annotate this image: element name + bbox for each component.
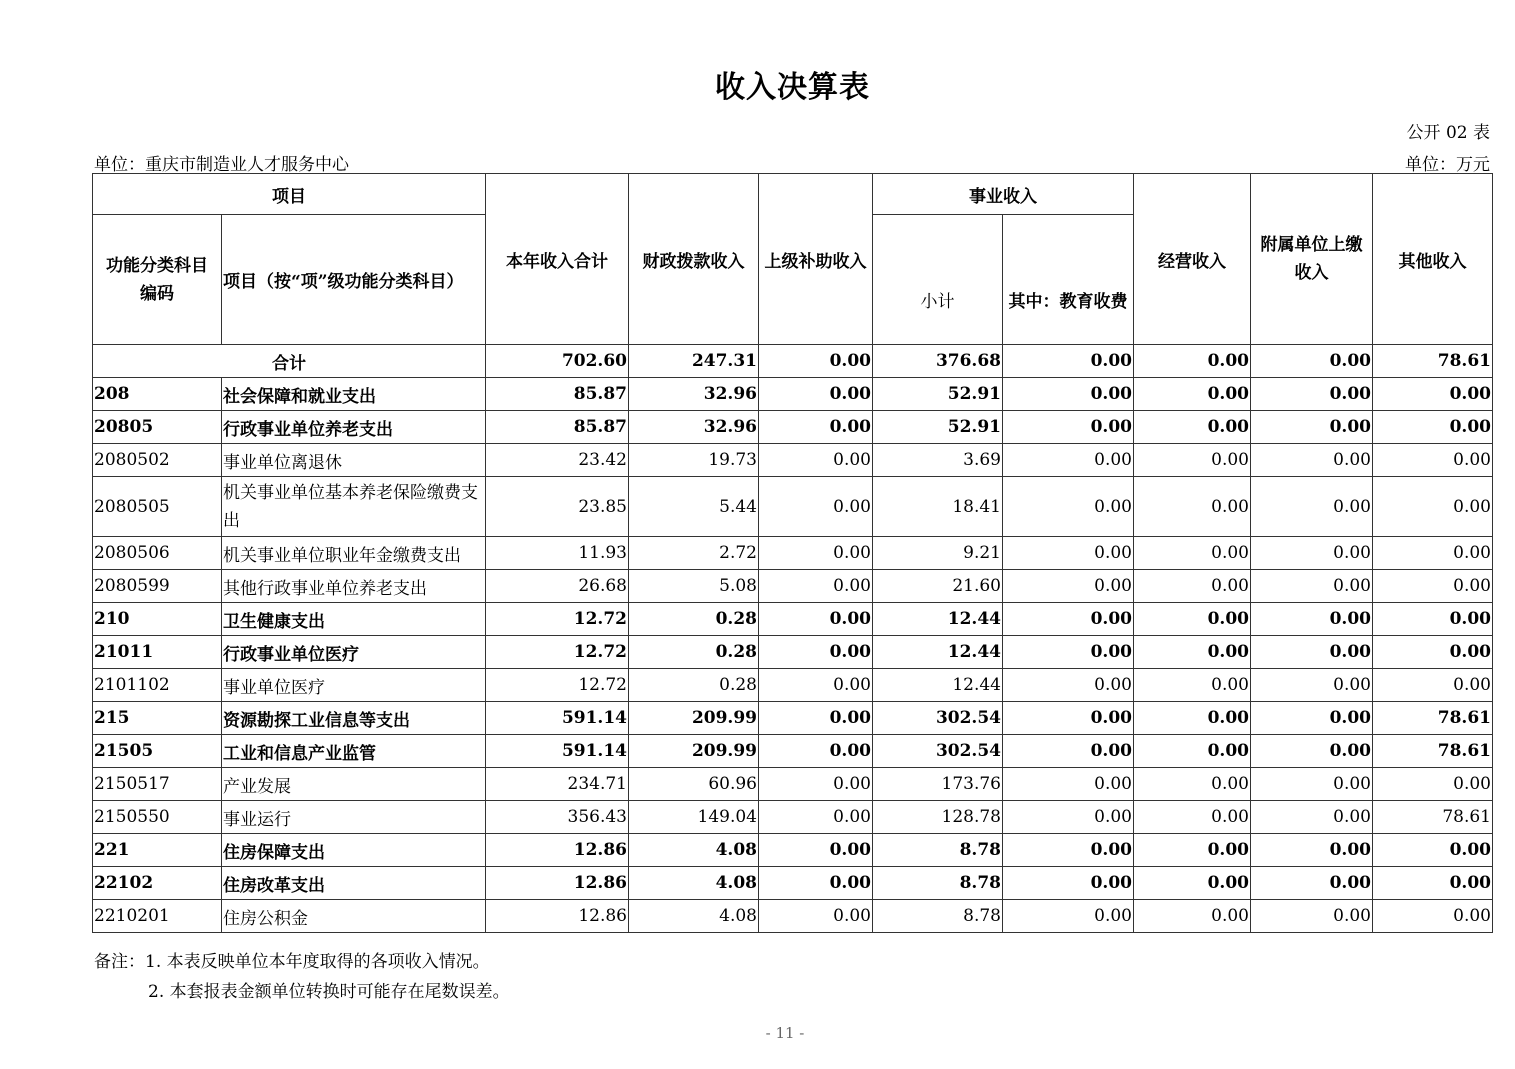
row-other: 78.61 bbox=[1373, 801, 1493, 834]
row-other: 0.00 bbox=[1373, 900, 1493, 933]
row-subtotal: 12.44 bbox=[873, 669, 1003, 702]
row-total: 85.87 bbox=[486, 411, 629, 444]
row-business: 0.00 bbox=[1134, 801, 1251, 834]
row-total: 12.72 bbox=[486, 636, 629, 669]
row-code: 210 bbox=[93, 603, 222, 636]
row-superior: 0.00 bbox=[759, 636, 873, 669]
row-education: 0.00 bbox=[1003, 444, 1134, 477]
header-name: 项目（按“项”级功能分类科目） bbox=[222, 215, 486, 345]
row-affiliated: 0.00 bbox=[1251, 801, 1373, 834]
row-education: 0.00 bbox=[1003, 570, 1134, 603]
row-fiscal: 5.44 bbox=[629, 477, 759, 537]
row-affiliated: 0.00 bbox=[1251, 570, 1373, 603]
row-business: 0.00 bbox=[1134, 537, 1251, 570]
row-education: 0.00 bbox=[1003, 900, 1134, 933]
row-superior: 0.00 bbox=[759, 603, 873, 636]
row-subtotal: 52.91 bbox=[873, 378, 1003, 411]
row-other: 0.00 bbox=[1373, 768, 1493, 801]
table-row bbox=[93, 411, 1493, 444]
row-name: 行政事业单位养老支出 bbox=[222, 411, 486, 444]
table-row bbox=[93, 444, 1493, 477]
row-total: 12.86 bbox=[486, 867, 629, 900]
note-1: 备注：1. 本表反映单位本年度取得的各项收入情况。 bbox=[94, 952, 490, 972]
row-affiliated: 0.00 bbox=[1251, 411, 1373, 444]
table-row bbox=[93, 768, 1493, 801]
row-code: 2150517 bbox=[93, 768, 222, 801]
row-other: 0.00 bbox=[1373, 636, 1493, 669]
total-other: 78.61 bbox=[1373, 345, 1493, 378]
row-name: 机关事业单位职业年金缴费支出 bbox=[222, 537, 486, 570]
row-affiliated: 0.00 bbox=[1251, 477, 1373, 537]
row-name: 卫生健康支出 bbox=[222, 603, 486, 636]
table-row bbox=[93, 636, 1493, 669]
header-business: 经营收入 bbox=[1134, 174, 1251, 345]
row-code: 2101102 bbox=[93, 669, 222, 702]
row-affiliated: 0.00 bbox=[1251, 735, 1373, 768]
row-other: 0.00 bbox=[1373, 444, 1493, 477]
page-number: - 11 - bbox=[765, 1024, 805, 1042]
row-total: 23.42 bbox=[486, 444, 629, 477]
row-subtotal: 9.21 bbox=[873, 537, 1003, 570]
row-code: 2080505 bbox=[93, 477, 222, 537]
row-education: 0.00 bbox=[1003, 735, 1134, 768]
row-subtotal: 128.78 bbox=[873, 801, 1003, 834]
row-other: 0.00 bbox=[1373, 411, 1493, 444]
row-affiliated: 0.00 bbox=[1251, 444, 1373, 477]
row-name: 机关事业单位基本养老保险缴费支出 bbox=[222, 477, 486, 537]
row-name: 社会保障和就业支出 bbox=[222, 378, 486, 411]
row-superior: 0.00 bbox=[759, 570, 873, 603]
row-superior: 0.00 bbox=[759, 834, 873, 867]
row-total: 85.87 bbox=[486, 378, 629, 411]
row-subtotal: 21.60 bbox=[873, 570, 1003, 603]
row-total: 234.71 bbox=[486, 768, 629, 801]
row-name: 其他行政事业单位养老支出 bbox=[222, 570, 486, 603]
header-other: 其他收入 bbox=[1373, 174, 1493, 345]
row-business: 0.00 bbox=[1134, 669, 1251, 702]
row-business: 0.00 bbox=[1134, 867, 1251, 900]
row-education: 0.00 bbox=[1003, 834, 1134, 867]
row-total: 12.86 bbox=[486, 834, 629, 867]
row-other: 0.00 bbox=[1373, 834, 1493, 867]
row-business: 0.00 bbox=[1134, 378, 1251, 411]
total-row bbox=[93, 345, 1493, 378]
row-education: 0.00 bbox=[1003, 669, 1134, 702]
row-name: 事业单位医疗 bbox=[222, 669, 486, 702]
row-education: 0.00 bbox=[1003, 702, 1134, 735]
row-superior: 0.00 bbox=[759, 900, 873, 933]
row-code: 20805 bbox=[93, 411, 222, 444]
row-superior: 0.00 bbox=[759, 768, 873, 801]
row-code: 2080502 bbox=[93, 444, 222, 477]
row-name: 事业单位离退休 bbox=[222, 444, 486, 477]
row-total: 12.72 bbox=[486, 603, 629, 636]
row-fiscal: 19.73 bbox=[629, 444, 759, 477]
header-total: 本年收入合计 bbox=[486, 174, 629, 345]
row-total: 591.14 bbox=[486, 702, 629, 735]
row-business: 0.00 bbox=[1134, 735, 1251, 768]
row-business: 0.00 bbox=[1134, 900, 1251, 933]
total-total: 702.60 bbox=[486, 345, 629, 378]
header-fiscal: 财政拨款收入 bbox=[629, 174, 759, 345]
currency-unit: 单位：万元 bbox=[1405, 155, 1490, 175]
row-name: 行政事业单位医疗 bbox=[222, 636, 486, 669]
row-education: 0.00 bbox=[1003, 603, 1134, 636]
header-career: 事业收入 bbox=[873, 174, 1134, 215]
row-education: 0.00 bbox=[1003, 477, 1134, 537]
row-subtotal: 12.44 bbox=[873, 603, 1003, 636]
row-superior: 0.00 bbox=[759, 801, 873, 834]
table-row bbox=[93, 570, 1493, 603]
total-business: 0.00 bbox=[1134, 345, 1251, 378]
header-education: 其中：教育收费 bbox=[1003, 215, 1134, 345]
row-subtotal: 302.54 bbox=[873, 735, 1003, 768]
row-fiscal: 32.96 bbox=[629, 411, 759, 444]
table-row bbox=[93, 702, 1493, 735]
row-superior: 0.00 bbox=[759, 477, 873, 537]
row-affiliated: 0.00 bbox=[1251, 603, 1373, 636]
header-row-1 bbox=[93, 174, 1493, 215]
row-business: 0.00 bbox=[1134, 411, 1251, 444]
table-row bbox=[93, 477, 1493, 537]
row-education: 0.00 bbox=[1003, 378, 1134, 411]
total-subtotal: 376.68 bbox=[873, 345, 1003, 378]
row-subtotal: 18.41 bbox=[873, 477, 1003, 537]
row-affiliated: 0.00 bbox=[1251, 834, 1373, 867]
row-name: 资源勘探工业信息等支出 bbox=[222, 702, 486, 735]
row-total: 12.86 bbox=[486, 900, 629, 933]
row-fiscal: 149.04 bbox=[629, 801, 759, 834]
row-fiscal: 0.28 bbox=[629, 636, 759, 669]
header-affiliated: 附属单位上缴收入 bbox=[1251, 174, 1373, 345]
row-education: 0.00 bbox=[1003, 411, 1134, 444]
row-other: 0.00 bbox=[1373, 570, 1493, 603]
income-table bbox=[92, 173, 1493, 933]
row-subtotal: 12.44 bbox=[873, 636, 1003, 669]
total-affiliated: 0.00 bbox=[1251, 345, 1373, 378]
reporting-unit: 单位：重庆市制造业人才服务中心 bbox=[94, 155, 349, 175]
row-business: 0.00 bbox=[1134, 570, 1251, 603]
total-education: 0.00 bbox=[1003, 345, 1134, 378]
row-superior: 0.00 bbox=[759, 735, 873, 768]
row-affiliated: 0.00 bbox=[1251, 537, 1373, 570]
row-code: 2150550 bbox=[93, 801, 222, 834]
row-business: 0.00 bbox=[1134, 444, 1251, 477]
row-name: 住房公积金 bbox=[222, 900, 486, 933]
form-number: 公开 02 表 bbox=[1406, 123, 1490, 143]
row-fiscal: 209.99 bbox=[629, 702, 759, 735]
row-business: 0.00 bbox=[1134, 834, 1251, 867]
row-superior: 0.00 bbox=[759, 411, 873, 444]
row-superior: 0.00 bbox=[759, 537, 873, 570]
row-affiliated: 0.00 bbox=[1251, 768, 1373, 801]
row-business: 0.00 bbox=[1134, 603, 1251, 636]
row-affiliated: 0.00 bbox=[1251, 669, 1373, 702]
row-superior: 0.00 bbox=[759, 669, 873, 702]
total-fiscal: 247.31 bbox=[629, 345, 759, 378]
row-superior: 0.00 bbox=[759, 867, 873, 900]
note-2: 2. 本套报表金额单位转换时可能存在尾数误差。 bbox=[148, 982, 510, 1002]
row-fiscal: 60.96 bbox=[629, 768, 759, 801]
row-total: 356.43 bbox=[486, 801, 629, 834]
table-row bbox=[93, 834, 1493, 867]
row-fiscal: 4.08 bbox=[629, 834, 759, 867]
row-superior: 0.00 bbox=[759, 378, 873, 411]
row-other: 0.00 bbox=[1373, 867, 1493, 900]
row-total: 11.93 bbox=[486, 537, 629, 570]
row-subtotal: 3.69 bbox=[873, 444, 1003, 477]
header-code: 功能分类科目编码 bbox=[93, 215, 222, 345]
row-other: 78.61 bbox=[1373, 735, 1493, 768]
row-code: 22102 bbox=[93, 867, 222, 900]
row-code: 221 bbox=[93, 834, 222, 867]
header-project: 项目 bbox=[93, 174, 486, 215]
row-code: 208 bbox=[93, 378, 222, 411]
table-row bbox=[93, 801, 1493, 834]
row-fiscal: 2.72 bbox=[629, 537, 759, 570]
row-fiscal: 4.08 bbox=[629, 867, 759, 900]
row-code: 21011 bbox=[93, 636, 222, 669]
row-name: 住房改革支出 bbox=[222, 867, 486, 900]
row-total: 23.85 bbox=[486, 477, 629, 537]
total-superior: 0.00 bbox=[759, 345, 873, 378]
row-fiscal: 0.28 bbox=[629, 603, 759, 636]
row-other: 0.00 bbox=[1373, 537, 1493, 570]
table-row bbox=[93, 669, 1493, 702]
table-row bbox=[93, 603, 1493, 636]
row-business: 0.00 bbox=[1134, 702, 1251, 735]
row-education: 0.00 bbox=[1003, 636, 1134, 669]
row-fiscal: 5.08 bbox=[629, 570, 759, 603]
row-other: 0.00 bbox=[1373, 603, 1493, 636]
row-other: 0.00 bbox=[1373, 378, 1493, 411]
header-superior: 上级补助收入 bbox=[759, 174, 873, 345]
row-fiscal: 4.08 bbox=[629, 900, 759, 933]
row-code: 2080599 bbox=[93, 570, 222, 603]
row-subtotal: 52.91 bbox=[873, 411, 1003, 444]
row-code: 2080506 bbox=[93, 537, 222, 570]
row-superior: 0.00 bbox=[759, 444, 873, 477]
row-other: 0.00 bbox=[1373, 669, 1493, 702]
notes bbox=[94, 947, 510, 1007]
row-name: 住房保障支出 bbox=[222, 834, 486, 867]
total-label: 合计 bbox=[93, 345, 486, 378]
table-row bbox=[93, 735, 1493, 768]
row-affiliated: 0.00 bbox=[1251, 378, 1373, 411]
row-education: 0.00 bbox=[1003, 801, 1134, 834]
row-name: 产业发展 bbox=[222, 768, 486, 801]
row-total: 591.14 bbox=[486, 735, 629, 768]
row-affiliated: 0.00 bbox=[1251, 900, 1373, 933]
row-education: 0.00 bbox=[1003, 768, 1134, 801]
row-fiscal: 0.28 bbox=[629, 669, 759, 702]
row-education: 0.00 bbox=[1003, 867, 1134, 900]
row-business: 0.00 bbox=[1134, 768, 1251, 801]
row-affiliated: 0.00 bbox=[1251, 867, 1373, 900]
row-total: 12.72 bbox=[486, 669, 629, 702]
row-subtotal: 8.78 bbox=[873, 834, 1003, 867]
table-row bbox=[93, 900, 1493, 933]
row-name: 工业和信息产业监管 bbox=[222, 735, 486, 768]
row-business: 0.00 bbox=[1134, 636, 1251, 669]
table-row bbox=[93, 537, 1493, 570]
row-code: 21505 bbox=[93, 735, 222, 768]
row-other: 0.00 bbox=[1373, 477, 1493, 537]
row-code: 215 bbox=[93, 702, 222, 735]
row-subtotal: 173.76 bbox=[873, 768, 1003, 801]
row-fiscal: 209.99 bbox=[629, 735, 759, 768]
row-total: 26.68 bbox=[486, 570, 629, 603]
row-name: 事业运行 bbox=[222, 801, 486, 834]
header-subtotal: 小计 bbox=[873, 215, 1003, 345]
row-subtotal: 302.54 bbox=[873, 702, 1003, 735]
row-affiliated: 0.00 bbox=[1251, 702, 1373, 735]
row-fiscal: 32.96 bbox=[629, 378, 759, 411]
row-affiliated: 0.00 bbox=[1251, 636, 1373, 669]
table-row bbox=[93, 378, 1493, 411]
page-title: 收入决算表 bbox=[715, 70, 870, 105]
row-subtotal: 8.78 bbox=[873, 900, 1003, 933]
row-other: 78.61 bbox=[1373, 702, 1493, 735]
table-row bbox=[93, 867, 1493, 900]
row-business: 0.00 bbox=[1134, 477, 1251, 537]
row-superior: 0.00 bbox=[759, 702, 873, 735]
row-code: 2210201 bbox=[93, 900, 222, 933]
row-subtotal: 8.78 bbox=[873, 867, 1003, 900]
row-education: 0.00 bbox=[1003, 537, 1134, 570]
